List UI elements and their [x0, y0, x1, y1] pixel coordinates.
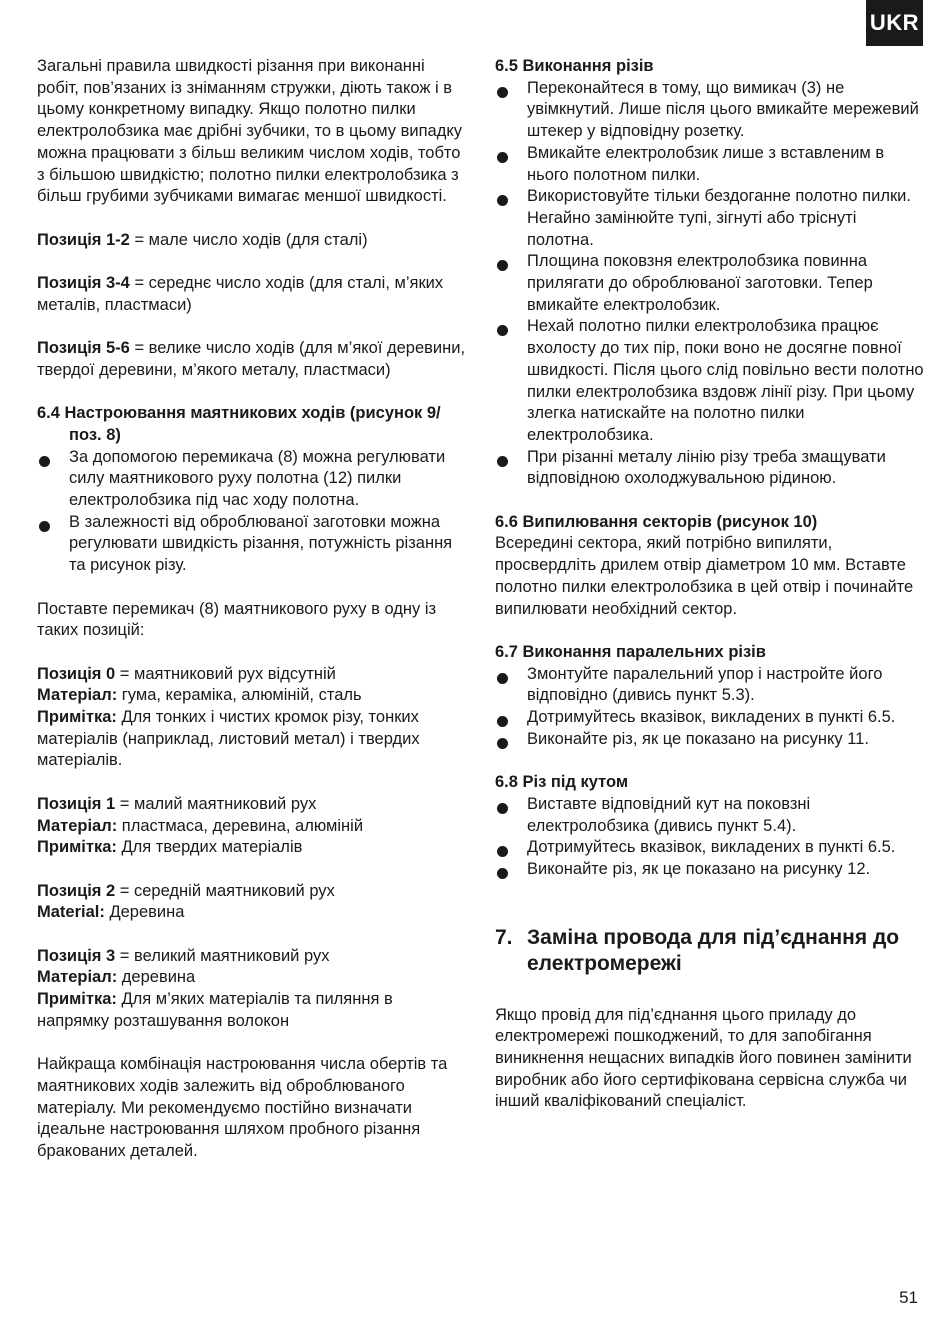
note-text: Для твердих матеріалів [116, 838, 303, 857]
pendulum-position-line [37, 881, 467, 903]
intro-paragraph: Загальні правила швидкості різання при виконанні робіт, пов’язаних із зніманням стружки, діють також і в цьому конкретному випадку. Якщо полотно пилки електролобзика має дрібні зубчики, то в цьому випадку можна працювати з більш великим числом ходів, тобто з більшою швидкістю; полотно пилки електролобзика з більш грубими зубчиками вимагає меншої швидкості. [37, 57, 462, 206]
list-item: Площина поковзня електролобзика повинна прилягати до оброблюваної заготовки. Тепер вмикайте електролобзик. [495, 251, 925, 316]
section-6-4-heading: 6.4 Настроювання маятникових ходів (рисунок 9/поз. 8) [37, 404, 441, 444]
material-line [37, 902, 467, 924]
material-label: Матеріал: [37, 816, 118, 835]
material-line [37, 967, 467, 989]
pendulum-position-label: Позиція 0 [37, 664, 116, 683]
section-6-5-bullets [495, 78, 925, 490]
list-item: В залежності від оброблюваної заготовки можна регулювати швидкість різання, потужність різання та рисунок різу. [37, 512, 467, 577]
right-column [495, 56, 925, 1113]
pendulum-position-label: Позиція 3 [37, 946, 116, 965]
position-label: Позиція 3-4 [37, 274, 130, 292]
note-line [37, 989, 467, 1032]
material-line [37, 816, 467, 838]
pendulum-position-2 [37, 881, 467, 924]
position-text: = мале число ходів (для сталі) [129, 230, 368, 249]
pendulum-position-text: = великий маятниковий рух [115, 946, 330, 965]
conclusion-paragraph: Найкраща комбінація настроювання числа обертів та маятникових ходів залежить від оброблюваного матеріалу. Ми рекомендуємо постійно визначати ідеальне настроювання шляхом пробного різання бракованих деталей. [37, 1055, 448, 1160]
material-text: деревина [117, 968, 196, 987]
material-text: гума, кераміка, алюміній, сталь [117, 686, 362, 705]
list-item: Нехай полотно пилки електролобзика працює вхолосту до тих пір, поки воно не досягне повної швидкості. Після цього слід повільно вести полотно пилки електролобзика вздовж лінії різу. При цьому злегка натискайте на полотно пилки електролобзика. [495, 316, 925, 446]
section-6-7-heading: 6.7 Виконання паралельних різів [495, 642, 766, 661]
list-item: Дотримуйтесь вказівок, викладених в пункті 6.5. [495, 837, 925, 859]
section-6-8-bullets [495, 794, 925, 881]
list-item: Виконайте різ, як це показано на рисунку 12. [495, 859, 925, 881]
pendulum-position-text: = середній маятниковий рух [115, 881, 335, 900]
pendulum-position-text: = малий маятниковий рух [115, 794, 317, 813]
speed-position-1-2 [37, 230, 467, 252]
section-6-5-heading: 6.5 Виконання різів [495, 57, 654, 75]
note-label: Примітка: [37, 708, 117, 726]
list-item: При різанні металу лінію різу треба змащувати відповідною охолоджувальною рідиною. [495, 447, 925, 490]
language-badge: UKR [866, 0, 923, 46]
material-label: Матеріал: [37, 968, 118, 987]
note-text: Для тонких і чистих кромок різу, тонких матеріалів (наприклад, листовий метал) і твердих матеріалів. [37, 708, 420, 770]
section-6-6-text: Всередині сектора, який потрібно випиляти, просвердліть дрилем отвір діаметром 10 мм. Вставте полотно пилки електролобзика в цей отвір і починайте випилювати необхідний сектор. [495, 534, 914, 618]
note-line [37, 707, 467, 772]
list-item: Змонтуйте паралельний упор і настройте його відповідно (дивись пункт 5.3). [495, 664, 925, 707]
list-item: Дотримуйтесь вказівок, викладених в пункті 6.5. [495, 707, 925, 729]
note-text: Для м’яких матеріалів та пиляння в напрямку розташування волокон [37, 990, 393, 1030]
pendulum-position-0 [37, 664, 467, 773]
note-label: Примітка: [37, 838, 117, 857]
material-text: Деревина [104, 903, 185, 922]
position-label: Позиція 5-6 [37, 339, 130, 358]
list-item: Вмикайте електролобзик лише з вставленим в нього полотном пилки. [495, 143, 925, 186]
section-7-heading [495, 925, 925, 977]
position-text: = середнє число ходів (для сталі, м’яких металів, пластмаси) [37, 274, 444, 314]
speed-position-5-6 [37, 338, 467, 381]
section-7-number: 7. [495, 925, 513, 949]
pendulum-position-3 [37, 946, 467, 1033]
section-6-6-heading: 6.6 Випилювання секторів (рисунок 10) [495, 512, 818, 531]
pendulum-instruction: Поставте перемикач (8) маятникового руху в одну із таких позицій: [37, 599, 437, 640]
pendulum-position-1 [37, 794, 467, 859]
section-7-text: Якщо провід для під’єднання цього приладу до електромережі пошкоджений, то для запобігання виникнення нещасних випадків його повинен замінити виробник або його сертифікована сервісна служба чи інший кваліфікований спеціаліст. [495, 1005, 912, 1111]
pendulum-position-line [37, 664, 467, 686]
material-line [37, 685, 467, 707]
pendulum-position-label: Позиція 1 [37, 794, 116, 813]
speed-position-3-4 [37, 273, 467, 316]
page-number: 51 [899, 1288, 918, 1307]
note-label: Примітка: [37, 990, 117, 1009]
left-column [37, 56, 467, 1163]
position-text: = велике число ходів (для м’якої деревини, твердої деревини, м’якого металу, пластмаси) [37, 339, 466, 379]
pendulum-position-label: Позиція 2 [37, 881, 116, 900]
material-label: Material: [37, 903, 105, 922]
section-6-4-bullets [37, 447, 467, 577]
section-6-8-heading: 6.8 Різ під кутом [495, 773, 629, 792]
section-6-7-bullets [495, 664, 925, 751]
section-7-title: Заміна провода для під’єднання до електромережі [527, 925, 900, 975]
pendulum-position-line [37, 794, 467, 816]
pendulum-position-text: = маятниковий рух відсутній [115, 664, 336, 683]
material-text: пластмаса, деревина, алюміній [117, 816, 364, 835]
position-label: Позиція 1-2 [37, 230, 130, 249]
list-item: Переконайтеся в тому, що вимикач (3) не увімкнутий. Лише після цього вмикайте мережевий штекер у відповідну розетку. [495, 78, 925, 143]
material-label: Матеріал: [37, 686, 118, 705]
pendulum-position-line [37, 946, 467, 968]
note-line [37, 837, 467, 859]
list-item: Виконайте різ, як це показано на рисунку 11. [495, 729, 925, 751]
list-item: Виставте відповідний кут на поковзні електролобзика (дивись пункт 5.4). [495, 794, 925, 837]
list-item: Використовуйте тільки бездоганне полотно пилки. Негайно замінюйте тупі, зігнуті або тріснуті полотна. [495, 186, 925, 251]
list-item: За допомогою перемикача (8) можна регулювати силу маятникового руху полотна (12) пилки електролобзика під час ходу полотна. [37, 447, 467, 512]
